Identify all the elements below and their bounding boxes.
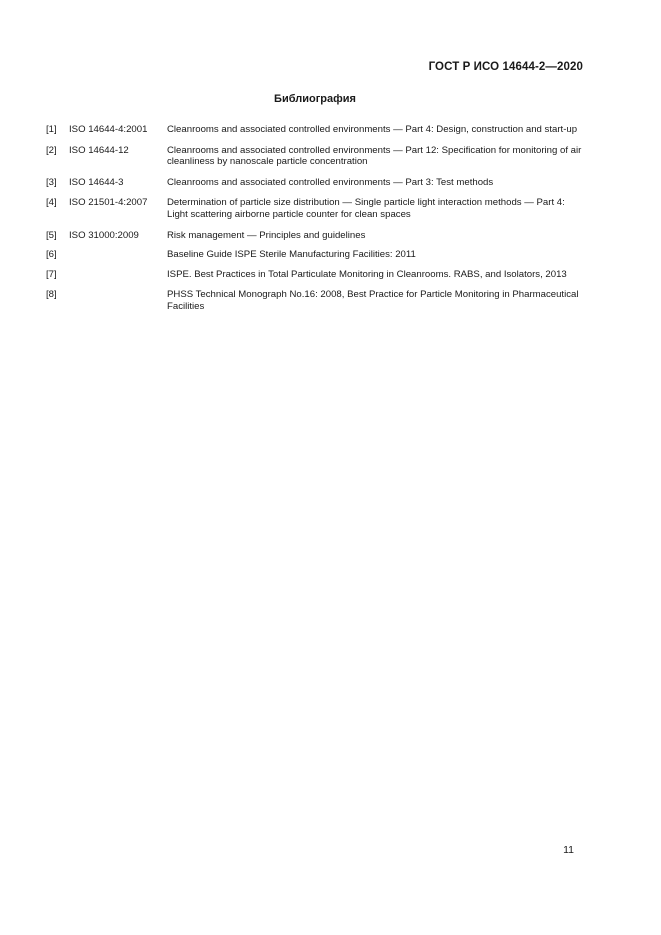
bibliography-list — [46, 124, 586, 313]
bibliography-entry — [46, 177, 586, 189]
entry-text: ISPE. Best Practices in Total Particulate Monitoring in Cleanrooms. RABS, and Isolators, 2013 — [167, 268, 567, 280]
entry-text: Risk management — Principles and guidelines — [167, 229, 366, 241]
bibliography-entry — [46, 145, 586, 168]
entry-code: ISO 31000:2009 — [69, 229, 139, 241]
entry-number: [5] — [46, 229, 57, 241]
entry-code: ISO 14644-4:2001 — [69, 124, 148, 135]
entry-text: Cleanrooms and associated controlled environments — Part 12: Specification for monitoring of air cleanliness by nanoscale particle concentration — [167, 144, 582, 168]
entry-number: [6] — [46, 249, 57, 261]
bibliography-entry — [46, 124, 586, 136]
page-title: Библиография — [274, 93, 356, 105]
bibliography-entry — [46, 289, 586, 312]
bibliography-entry — [46, 230, 586, 242]
entry-text: Baseline Guide ISPE Sterile Manufacturing Facilities: 2011 — [167, 249, 416, 261]
entry-text: Cleanrooms and associated controlled environments — Part 4: Design, construction and start-up — [167, 124, 578, 135]
entry-code: ISO 14644-12 — [69, 144, 129, 156]
entry-number: [2] — [46, 144, 57, 156]
entry-text: Cleanrooms and associated controlled environments — Part 3: Test methods — [167, 176, 494, 188]
entry-number: [4] — [46, 197, 57, 209]
entry-number: [3] — [46, 176, 57, 188]
entry-code: ISO 14644-3 — [69, 176, 124, 188]
entry-text: PHSS Technical Monograph No.16: 2008, Best Practice for Particle Monitoring in Pharmaceutical Facilities — [167, 289, 579, 312]
bibliography-entry — [46, 269, 586, 281]
bibliography-entry — [46, 249, 586, 261]
entry-number: [1] — [46, 124, 57, 135]
entry-number: [7] — [46, 268, 57, 280]
bibliography-entry — [46, 197, 586, 220]
page-number: 11 — [563, 844, 574, 856]
document-header: ГОСТ Р ИСО 14644-2—2020 — [428, 61, 583, 73]
entry-number: [8] — [46, 289, 57, 301]
entry-text: Determination of particle size distribution — Single particle light interaction methods — Part 4: Light scattering airborne particle counter for clean spaces — [167, 197, 565, 220]
entry-code: ISO 21501-4:2007 — [69, 197, 148, 209]
